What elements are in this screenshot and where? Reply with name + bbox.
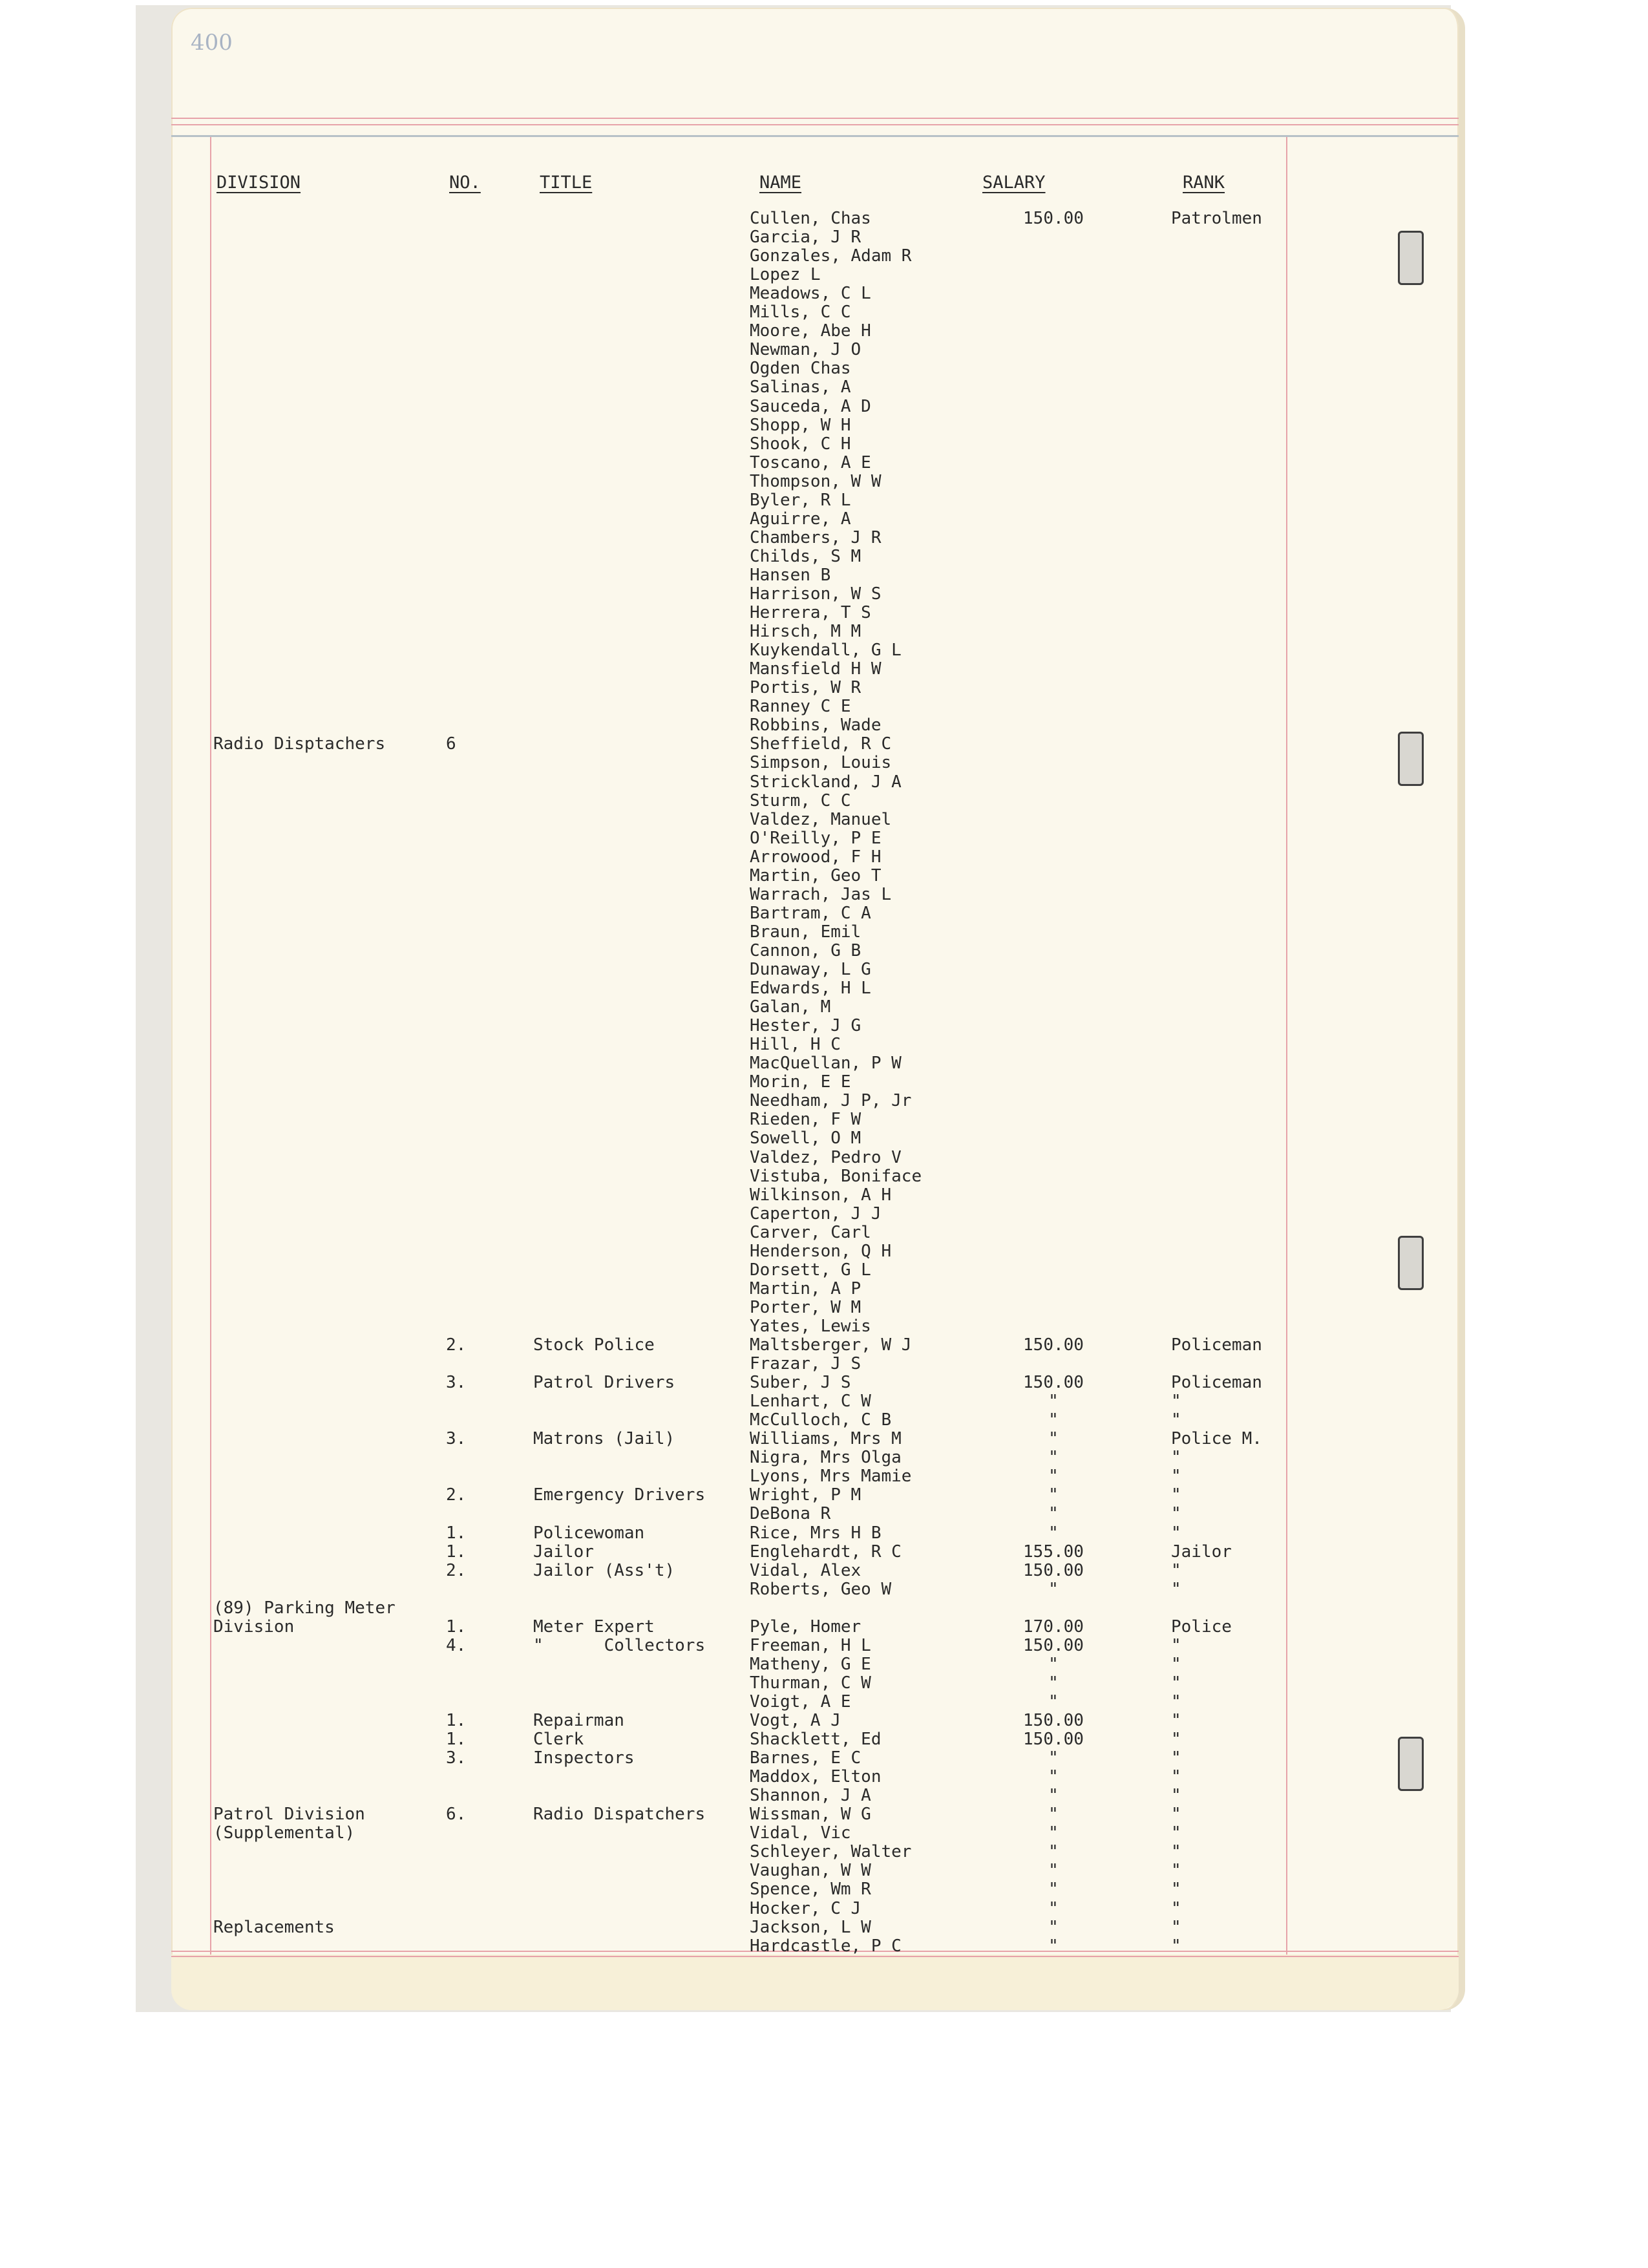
table-row <box>171 754 1459 772</box>
header-rule <box>171 118 1459 119</box>
table-row <box>171 1937 1459 1956</box>
table-row <box>171 1524 1459 1543</box>
table-row <box>171 341 1459 359</box>
table-row <box>171 1618 1459 1637</box>
table-row <box>171 792 1459 811</box>
table-row <box>171 1599 1459 1618</box>
table-row <box>171 773 1459 792</box>
table-row <box>171 998 1459 1017</box>
table-row <box>171 303 1459 322</box>
name-cell: Hill, H C <box>750 1035 841 1055</box>
name-cell: Braun, Emil <box>750 922 861 942</box>
rank-cell: " <box>1171 1842 1181 1862</box>
rank-cell: " <box>1171 1786 1181 1806</box>
table-row <box>171 1430 1459 1448</box>
name-cell: Freeman, H L <box>750 1635 871 1655</box>
table-row <box>171 566 1459 585</box>
rank-cell: " <box>1171 1654 1181 1674</box>
table-row <box>171 284 1459 303</box>
table-row <box>171 1373 1459 1392</box>
number-cell: 1. <box>446 1542 467 1562</box>
name-cell: Bartram, C A <box>750 903 871 923</box>
rank-cell: " <box>1171 1711 1181 1730</box>
header-rank: RANK <box>1183 173 1225 193</box>
division-cell: (89) Parking Meter <box>213 1598 396 1618</box>
name-cell: Hocker, C J <box>750 1898 861 1918</box>
name-cell: Shannon, J A <box>750 1786 871 1806</box>
table-row <box>171 867 1459 885</box>
table-row <box>171 697 1459 716</box>
title-cell: Emergency Drivers <box>533 1485 706 1505</box>
name-cell: Wilkinson, A H <box>750 1185 892 1205</box>
table-row <box>171 1861 1459 1880</box>
table-row <box>171 1261 1459 1280</box>
name-cell: Portis, W R <box>750 678 861 698</box>
table-row <box>171 1073 1459 1092</box>
name-cell: Vaughan, W W <box>750 1861 871 1881</box>
number-cell: 1. <box>446 1711 467 1730</box>
division-cell: Patrol Division <box>213 1805 365 1825</box>
table-row <box>171 322 1459 341</box>
division-cell: Division <box>213 1616 295 1637</box>
header-salary: SALARY <box>982 173 1046 193</box>
number-cell: 2. <box>446 1335 467 1355</box>
name-cell: Pyle, Homer <box>750 1616 861 1637</box>
table-row <box>171 1205 1459 1224</box>
rank-cell: " <box>1171 1504 1181 1524</box>
table-row <box>171 266 1459 284</box>
name-cell: Williams, Mrs M <box>750 1429 902 1449</box>
rank-cell: " <box>1171 1880 1181 1900</box>
salary-cell: 170.00 <box>1023 1616 1084 1637</box>
title-cell: " Collectors <box>533 1635 706 1655</box>
name-cell: Spence, Wm R <box>750 1880 871 1900</box>
name-cell: McCulloch, C B <box>750 1410 892 1430</box>
name-cell: Frazar, J S <box>750 1354 861 1374</box>
name-cell: Sheffield, R C <box>750 734 892 754</box>
table-row <box>171 1655 1459 1674</box>
salary-cell: " <box>1048 1429 1059 1449</box>
table-row <box>171 604 1459 622</box>
rank-cell: " <box>1171 1861 1181 1881</box>
title-cell: Stock Police <box>533 1335 655 1355</box>
table-row <box>171 1637 1459 1655</box>
table-row <box>171 1110 1459 1129</box>
name-cell: Chambers, J R <box>750 527 882 547</box>
salary-cell: " <box>1048 1842 1059 1862</box>
header-title: TITLE <box>540 173 593 193</box>
name-cell: Voigt, A E <box>750 1691 851 1712</box>
salary-cell: 150.00 <box>1023 1635 1084 1655</box>
name-cell: Nigra, Mrs Olga <box>750 1448 902 1468</box>
rank-cell: " <box>1171 1823 1181 1843</box>
salary-cell: " <box>1048 1861 1059 1881</box>
table-row <box>171 1167 1459 1186</box>
salary-cell: " <box>1048 1936 1059 1956</box>
table-row <box>171 547 1459 566</box>
name-cell: Herrera, T S <box>750 603 871 623</box>
name-cell: Sturm, C C <box>750 790 851 811</box>
salary-cell: " <box>1048 1748 1059 1768</box>
name-cell: Dorsett, G L <box>750 1260 871 1280</box>
table-row <box>171 1505 1459 1523</box>
division-cell: Replacements <box>213 1917 335 1937</box>
table-row <box>171 1242 1459 1261</box>
name-cell: Matheny, G E <box>750 1654 871 1674</box>
table-row <box>171 1674 1459 1693</box>
table-row <box>171 885 1459 904</box>
table-row <box>171 1712 1459 1730</box>
table-row <box>171 435 1459 454</box>
name-cell: Meadows, C L <box>750 284 871 304</box>
table-row <box>171 454 1459 472</box>
name-cell: Gonzales, Adam R <box>750 246 912 266</box>
rank-cell: " <box>1171 1410 1181 1430</box>
name-cell: Cullen, Chas <box>750 209 871 228</box>
name-cell: Byler, R L <box>750 490 851 510</box>
name-cell: Valdez, Manuel <box>750 809 892 829</box>
name-cell: Valdez, Pedro V <box>750 1147 902 1167</box>
name-cell: Lopez L <box>750 265 821 285</box>
name-cell: Hirsch, M M <box>750 622 861 642</box>
name-cell: DeBona R <box>750 1504 831 1524</box>
name-cell: Barnes, E C <box>750 1748 861 1768</box>
name-cell: Hester, J G <box>750 1016 861 1036</box>
name-cell: Shook, C H <box>750 434 851 454</box>
rank-cell: Policeman <box>1171 1373 1262 1393</box>
rank-cell: " <box>1171 1691 1181 1712</box>
rank-cell: " <box>1171 1936 1181 1956</box>
table-row <box>171 397 1459 416</box>
number-cell: 1. <box>446 1616 467 1637</box>
rank-cell: " <box>1171 1523 1181 1543</box>
name-cell: Vidal, Vic <box>750 1823 851 1843</box>
salary-cell: " <box>1048 1523 1059 1543</box>
title-cell: Policewoman <box>533 1523 645 1543</box>
salary-cell: " <box>1048 1504 1059 1524</box>
table-row <box>171 209 1459 228</box>
table-row <box>171 1467 1459 1486</box>
rank-cell: " <box>1171 1898 1181 1918</box>
salary-cell: 150.00 <box>1023 1730 1084 1750</box>
salary-cell: " <box>1048 1898 1059 1918</box>
header-no: NO. <box>449 173 481 193</box>
rank-cell: Policeman <box>1171 1335 1262 1355</box>
salary-cell: " <box>1048 1805 1059 1825</box>
salary-cell: 150.00 <box>1023 1335 1084 1355</box>
title-cell: Repairman <box>533 1711 624 1730</box>
name-cell: Ogden Chas <box>750 359 851 379</box>
table-row <box>171 510 1459 529</box>
number-cell: 3. <box>446 1748 467 1768</box>
title-cell: Radio Dispatchers <box>533 1805 706 1825</box>
table-row <box>171 1392 1459 1411</box>
header-blue-rule <box>171 135 1459 137</box>
footer-band <box>171 1955 1459 2010</box>
table-row <box>171 829 1459 848</box>
rank-cell: " <box>1171 1560 1181 1580</box>
page-number: 400 <box>191 30 233 56</box>
salary-cell: 150.00 <box>1023 1711 1084 1730</box>
table-row <box>171 641 1459 660</box>
table-row <box>171 1693 1459 1712</box>
table-row <box>171 1543 1459 1562</box>
table-row <box>171 735 1459 754</box>
name-cell: Porter, W M <box>750 1297 861 1317</box>
name-cell: Moore, Abe H <box>750 321 871 341</box>
name-cell: Warrach, Jas L <box>750 884 892 904</box>
number-cell: 4. <box>446 1635 467 1655</box>
table-row <box>171 491 1459 510</box>
title-cell: Patrol Drivers <box>533 1373 675 1393</box>
name-cell: Galan, M <box>750 997 831 1017</box>
title-cell: Inspectors <box>533 1748 635 1768</box>
title-cell: Matrons (Jail) <box>533 1429 675 1449</box>
name-cell: Caperton, J J <box>750 1203 882 1224</box>
salary-cell: 150.00 <box>1023 1560 1084 1580</box>
salary-cell: " <box>1048 1579 1059 1599</box>
table-row <box>171 848 1459 867</box>
table-row <box>171 1749 1459 1768</box>
name-cell: Lyons, Mrs Mamie <box>750 1467 912 1487</box>
rank-cell: " <box>1171 1917 1181 1937</box>
number-cell: 1. <box>446 1730 467 1750</box>
rank-cell: " <box>1171 1579 1181 1599</box>
title-cell: Jailor (Ass't) <box>533 1560 675 1580</box>
name-cell: Shacklett, Ed <box>750 1730 882 1750</box>
name-cell: Cannon, G B <box>750 940 861 960</box>
table-row <box>171 1730 1459 1749</box>
name-cell: MacQuellan, P W <box>750 1054 902 1074</box>
number-cell: 3. <box>446 1429 467 1449</box>
rank-cell: " <box>1171 1448 1181 1468</box>
name-cell: Mansfield H W <box>750 659 882 679</box>
salary-cell: " <box>1048 1767 1059 1787</box>
table-row <box>171 585 1459 604</box>
rank-cell: " <box>1171 1730 1181 1750</box>
table-row <box>171 942 1459 960</box>
name-cell: Sowell, O M <box>750 1129 861 1149</box>
table-row <box>171 1149 1459 1167</box>
table-row <box>171 1355 1459 1373</box>
salary-cell: 155.00 <box>1023 1542 1084 1562</box>
name-cell: Toscano, A E <box>750 452 871 472</box>
name-cell: O'Reilly, P E <box>750 828 882 848</box>
name-cell: Roberts, Geo W <box>750 1579 892 1599</box>
table-row <box>171 679 1459 697</box>
name-cell: Robbins, Wade <box>750 715 882 736</box>
header-rule <box>171 124 1459 125</box>
table-row <box>171 1805 1459 1824</box>
name-cell: Henderson, Q H <box>750 1241 892 1261</box>
name-cell: Newman, J O <box>750 340 861 360</box>
salary-cell: " <box>1048 1654 1059 1674</box>
number-cell: 6. <box>446 1805 467 1825</box>
title-cell: Meter Expert <box>533 1616 655 1637</box>
number-cell: 6 <box>446 734 456 754</box>
rank-cell: " <box>1171 1392 1181 1412</box>
name-cell: Wright, P M <box>750 1485 861 1505</box>
rank-cell: " <box>1171 1805 1181 1825</box>
table-row <box>171 1918 1459 1937</box>
rank-cell: " <box>1171 1748 1181 1768</box>
table-row <box>171 1768 1459 1786</box>
name-cell: Carver, Carl <box>750 1222 871 1242</box>
table-row <box>171 811 1459 829</box>
name-cell: Maddox, Elton <box>750 1767 882 1787</box>
table-row <box>171 1562 1459 1580</box>
number-cell: 3. <box>446 1373 467 1393</box>
name-cell: Needham, J P, Jr <box>750 1091 912 1111</box>
name-cell: Sauceda, A D <box>750 396 871 416</box>
table-row <box>171 923 1459 942</box>
table-row <box>171 1411 1459 1430</box>
salary-cell: " <box>1048 1448 1059 1468</box>
table-row <box>171 1843 1459 1861</box>
name-cell: Strickland, J A <box>750 772 902 792</box>
division-cell: Radio Disptachers <box>213 734 386 754</box>
name-cell: Maltsberger, W J <box>750 1335 912 1355</box>
salary-cell: " <box>1048 1917 1059 1937</box>
salary-cell: " <box>1048 1410 1059 1430</box>
table-row <box>171 1786 1459 1805</box>
salary-cell: " <box>1048 1467 1059 1487</box>
table-row <box>171 1035 1459 1054</box>
title-cell: Jailor <box>533 1542 594 1562</box>
name-cell: Kuykendall, G L <box>750 641 902 661</box>
table-row <box>171 1880 1459 1899</box>
name-cell: Yates, Lewis <box>750 1316 871 1336</box>
name-cell: Harrison, W S <box>750 584 882 604</box>
table-row <box>171 1129 1459 1148</box>
division-cell: (Supplemental) <box>213 1823 355 1843</box>
table-row <box>171 1336 1459 1355</box>
header-division: DIVISION <box>217 173 301 193</box>
name-cell: Martin, A P <box>750 1278 861 1298</box>
table-row <box>171 622 1459 641</box>
name-cell: Schleyer, Walter <box>750 1842 912 1862</box>
salary-cell: 150.00 <box>1023 1373 1084 1393</box>
name-cell: Ranney C E <box>750 697 851 717</box>
rank-cell: Patrolmen <box>1171 209 1262 228</box>
table-row <box>171 247 1459 266</box>
table-row <box>171 1298 1459 1317</box>
name-cell: Salinas, A <box>750 377 851 397</box>
salary-cell: " <box>1048 1691 1059 1712</box>
table-row <box>171 1448 1459 1467</box>
name-cell: Edwards, H L <box>750 979 871 999</box>
table-row <box>171 378 1459 397</box>
table-row <box>171 416 1459 435</box>
salary-cell: " <box>1048 1673 1059 1693</box>
name-cell: Mills, C C <box>750 302 851 323</box>
table-row <box>171 1280 1459 1298</box>
number-cell: 1. <box>446 1523 467 1543</box>
table-row <box>171 960 1459 979</box>
salary-cell: " <box>1048 1485 1059 1505</box>
rank-cell: " <box>1171 1673 1181 1693</box>
name-cell: Hansen B <box>750 565 831 585</box>
table-row <box>171 1092 1459 1110</box>
table-row <box>171 1486 1459 1505</box>
table-row <box>171 904 1459 923</box>
salary-cell: " <box>1048 1786 1059 1806</box>
rank-cell: " <box>1171 1635 1181 1655</box>
salary-cell: 150.00 <box>1023 209 1084 228</box>
rank-cell: Police M. <box>1171 1429 1262 1449</box>
table-row <box>171 979 1459 998</box>
name-cell: Thompson, W W <box>750 471 882 491</box>
footer-rule <box>171 1956 1459 1957</box>
table-row <box>171 1580 1459 1599</box>
table-row <box>171 472 1459 491</box>
name-cell: Lenhart, C W <box>750 1392 871 1412</box>
name-cell: Thurman, C W <box>750 1673 871 1693</box>
table-row <box>171 1824 1459 1843</box>
name-cell: Wissman, W G <box>750 1805 871 1825</box>
name-cell: Arrowood, F H <box>750 847 882 867</box>
name-cell: Englehardt, R C <box>750 1542 902 1562</box>
number-cell: 2. <box>446 1560 467 1580</box>
table-row <box>171 716 1459 735</box>
salary-cell: " <box>1048 1880 1059 1900</box>
table-row <box>171 1224 1459 1242</box>
table-row <box>171 359 1459 378</box>
name-cell: Shopp, W H <box>750 415 851 435</box>
table-row <box>171 1017 1459 1035</box>
rank-cell: " <box>1171 1467 1181 1487</box>
name-cell: Garcia, J R <box>750 228 861 248</box>
name-cell: Childs, S M <box>750 546 861 566</box>
rank-cell: " <box>1171 1767 1181 1787</box>
name-cell: Dunaway, L G <box>750 960 871 979</box>
title-cell: Clerk <box>533 1730 584 1750</box>
name-cell: Rieden, F W <box>750 1110 861 1130</box>
name-cell: Rice, Mrs H B <box>750 1523 882 1543</box>
name-cell: Hardcastle, P C <box>750 1936 902 1956</box>
name-cell: Vogt, A J <box>750 1711 841 1730</box>
name-cell: Morin, E E <box>750 1072 851 1092</box>
table-row <box>171 1900 1459 1918</box>
name-cell: Aguirre, A <box>750 509 851 529</box>
number-cell: 2. <box>446 1485 467 1505</box>
table-row <box>171 228 1459 247</box>
table-row <box>171 660 1459 679</box>
name-cell: Vistuba, Boniface <box>750 1166 922 1186</box>
name-cell: Martin, Geo T <box>750 865 882 885</box>
table-row <box>171 1317 1459 1336</box>
rank-cell: " <box>1171 1485 1181 1505</box>
rank-cell: Police <box>1171 1616 1232 1637</box>
name-cell: Simpson, Louis <box>750 753 892 773</box>
table-row <box>171 529 1459 547</box>
table-row <box>171 1186 1459 1205</box>
name-cell: Jackson, L W <box>750 1917 871 1937</box>
header-name: NAME <box>759 173 802 193</box>
ledger-page <box>171 8 1465 2010</box>
salary-cell: " <box>1048 1823 1059 1843</box>
salary-cell: " <box>1048 1392 1059 1412</box>
name-cell: Suber, J S <box>750 1373 851 1393</box>
name-cell: Vidal, Alex <box>750 1560 861 1580</box>
rank-cell: Jailor <box>1171 1542 1232 1562</box>
table-row <box>171 1054 1459 1073</box>
